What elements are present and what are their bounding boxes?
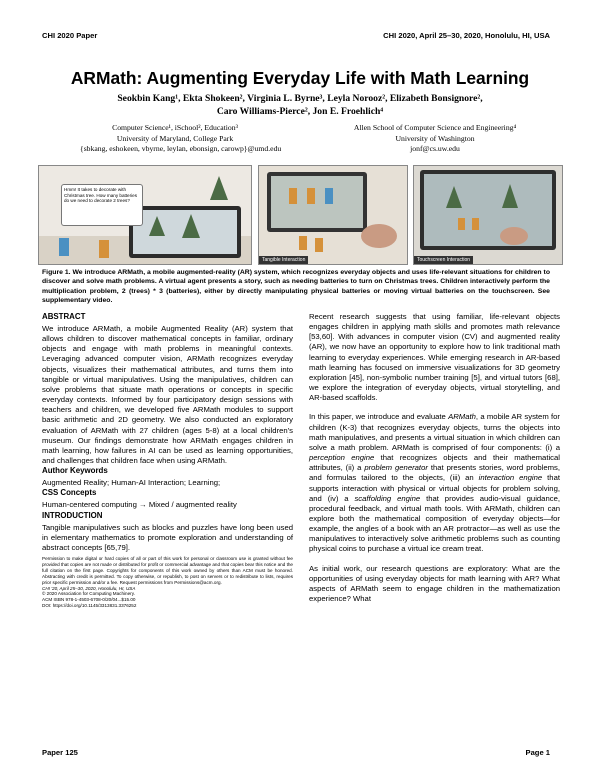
body-paragraph-2 — [309, 412, 560, 554]
right-column — [309, 312, 560, 604]
copyright-line: © 2020 Association for Computing Machinery. — [42, 591, 135, 597]
keywords-heading: Author Keywords — [42, 466, 108, 476]
body-paragraph-3: As initial work, our research questions are exploratory: What are the opportunities of using everyday objects for math learning with AR? What aspects of ARMath seem to engage children in the mathematization experience? What — [309, 563, 560, 604]
touchscreen-scene — [414, 166, 562, 264]
footer-page-number: Page 1 — [525, 748, 550, 757]
author-list — [0, 92, 600, 118]
intro-text: Tangible manipulatives such as blocks and puzzles have long been used in elementary mathematics to promote exploration and understanding of abstract concepts [65,79]. — [42, 522, 293, 552]
footer-paper-number: Paper 125 — [42, 748, 78, 757]
armath-emphasis: ARMath — [448, 412, 476, 422]
permission-notice: Permission to make digital or hard copies of all or part of this work for personal or classroom use is granted without fee provided that copies are not made or distributed for profit or commercial advantage and that copies bear this notice and the full citation on the first page. Copyrights for components of this work owned by others than ACM must be honored. Abstracting with credit is permitted. To copy otherwise, or republish, to post on servers or to redistribute to lists, requires prior specific permission and/or a fee. Request permissions from Permissions@acm.org. — [42, 555, 293, 585]
text-run: that provides audio-visual guidance, procedural feedback, and virtual math tools. With ARMath, children can explore both the mathematical composition of everyday objects—for example, the angles of a book with an AR protractor—as well as use the manipulatives to interactively solve arithmetic problems such as counting physical coins to purchase a virtual ice cream treat. — [309, 493, 560, 554]
affiliation-umd — [80, 123, 282, 155]
problem-generator-term: problem generator — [364, 463, 428, 473]
ccs-heading: CSS Concepts — [42, 488, 97, 498]
label-touchscreen-interaction: Touchscreen Interaction — [414, 256, 473, 264]
figure-caption: Figure 1. We introduce ARMath, a mobile augmented-reality (AR) system, which recognizes everyday objects and uses life-relevant situations for children to discover and solve math problems. A virtual agent presents a story, such as needing batteries to turn on Christmas trees. Children interactively perform the multiplication problem, 2 (trees) * 3 (batteries), either by directly manipulating physical batteries or moving virtual batteries on the touchscreen. See supplementary video. — [42, 269, 550, 304]
tangible-scene — [259, 166, 407, 264]
abstract-heading: ABSTRACT — [42, 312, 86, 321]
keywords-text: Augmented Reality; Human-AI Interaction; Learning; — [42, 478, 221, 488]
affiliation-line: University of Washington — [395, 133, 475, 143]
body-paragraph-1: Recent research suggests that using familiar, life-relevant objects engages children in applying math skills and promotes math relevance [53,60]. With advances in computer vision (CV) and augmented reality (AR), we now have an opportunity to explore how to link traditional math learning to everyday experiences. While emerging research in AR-based math learning has focused on immersive visualizations for 3D geometry exploration [45], non-symbolic number training [5], and virtual tutors [68], we explore the integration of everyday objects, virtual storytelling, and AR-based scaffolds. — [309, 312, 560, 403]
isbn-line: ACM ISBN 978-1-4503-6708-0/20/04...$15.00 — [42, 597, 136, 603]
figure-photo-tangible — [258, 165, 408, 265]
author-line-1: Seokbin Kang¹, Ekta Shokeen², Virginia L. Byrne³, Leyla Norooz², Elizabeth Bonsignore², — [117, 93, 483, 104]
text-run: , a mobile AR system for children (K-3) that recognizes everyday objects, turns the objects into math manipulatives, and presents a virtual situation in which children can solve a math problem. ARMath is comprised of four components: (i) a — [309, 412, 560, 452]
perception-engine-term: perception engine — [309, 453, 375, 463]
ccs-text: Human-centered computing → Mixed / augmented reality — [42, 500, 237, 510]
text-run: that recognizes objects and their mathematical attributes, (ii) a — [309, 453, 560, 473]
figure-photo-story — [38, 165, 252, 265]
paper-title: ARMath: Augmenting Everyday Life with Math Learning — [70, 68, 530, 88]
affiliation-line: University of Maryland, College Park — [116, 133, 234, 143]
text-run: In this paper, we introduce and evaluate — [309, 412, 449, 422]
scaffolding-engine-term: scaffolding engine — [354, 493, 421, 503]
running-header-left: CHI 2020 Paper — [42, 31, 98, 40]
running-header-right: CHI 2020, April 25–30, 2020, Honolulu, HI, USA — [383, 31, 550, 40]
affiliation-line: Allen School of Computer Science and Engineering⁴ — [353, 123, 517, 132]
affiliation-line: jonf@cs.uw.edu — [410, 144, 460, 154]
affiliation-uw — [330, 123, 540, 155]
abstract-text: We introduce ARMath, a mobile Augmented Reality (AR) system that allows children to discover mathematical concepts in familiar, ordinary objects and engage with math problems in meaningful contexts. Leveraging advanced computer vision, ARMath recognizes everyday objects, visualizes their mathematical attributes, and turns them into tangible or virtual manipulatives. Using the manipulatives, children can solve problems that situate math operations or concepts in specific everyday contexts. Informed by four participatory design sessions with teachers and children, we developed five ARMath modules to support basic arithmetic and 2D geometry. We also conducted an exploratory evaluation of ARMath with 27 children (ages 5-8) at a local children's museum. Our findings demonstrate how ARMath engages children in math learning, how failures in AI can be used as learning opportunities, and challenges that children face when using ARMath. — [42, 324, 293, 466]
label-tangible-interaction: Tangible Interaction — [259, 256, 308, 264]
left-column — [42, 312, 293, 609]
venue-line: CHI '20, April 25–30, 2020, Honolulu, HI, USA — [42, 585, 136, 591]
text-run: that supports interaction with physical or virtual objects for problem solving, and (iv) a — [309, 473, 560, 503]
intro-heading: INTRODUCTION — [42, 510, 103, 520]
affiliation-line: {sbkang, eshokeen, vbyrne, leylan, ebonsign, carowp}@umd.edu — [80, 144, 282, 154]
speech-bubble: Hmm! It takes to decorate with Christmas tree. How many batteries do we need to decorate 2 trees? — [61, 184, 143, 226]
figure-photo-touchscreen — [413, 165, 563, 265]
doi-line: DOI: https://doi.org/10.1145/3313831.3376252 — [42, 603, 137, 609]
author-line-2: Caro Williams-Pierce², Jon E. Froehlich⁴ — [216, 106, 384, 117]
text-run: that presents stories, word problems, and formulas tailored to the objects, (iii) an — [309, 463, 560, 483]
interaction-engine-term: interaction engine — [478, 473, 543, 483]
affiliation-line: Computer Science¹, iSchool², Education³ — [112, 123, 238, 132]
